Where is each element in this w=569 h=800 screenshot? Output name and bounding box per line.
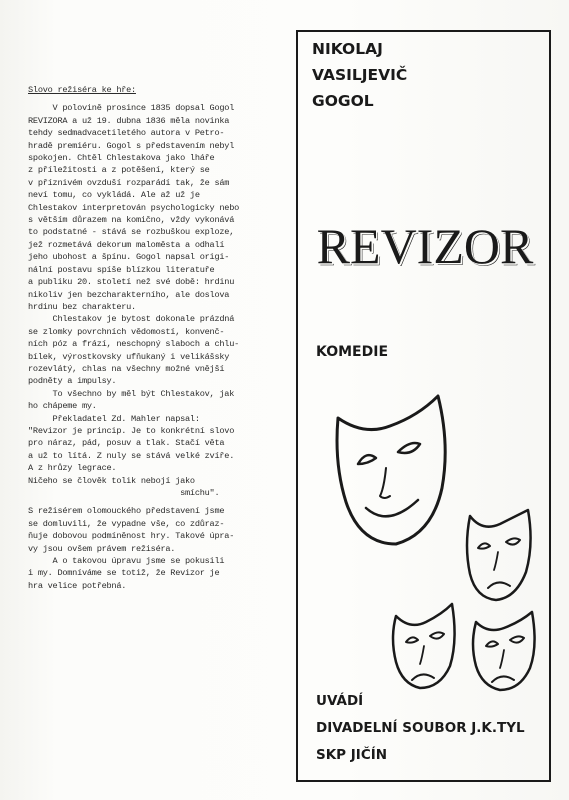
text-line: vy jsou ovšem právem režiséra. (28, 543, 176, 554)
text-line: i my. Domníváme se totiž, že Revizor je (28, 568, 220, 579)
presenter-credits (316, 688, 525, 769)
paragraph-3 (28, 388, 278, 413)
smiling-mask-icon (337, 396, 445, 544)
text-line: Chlestakov je bytost dokonale prázdná (28, 314, 235, 325)
text-line: neví tomu, co vykládá. Ale až už je (28, 190, 200, 201)
text-line: jeho ubohost a špínu. Gogol napsal origi- (28, 252, 230, 263)
author-name (312, 36, 407, 114)
genre-label: KOMEDIE (316, 344, 389, 360)
text-line: se zlomky povrchních vědomostí, konvenč- (28, 326, 225, 337)
text-line: smíchu". (28, 488, 220, 498)
text-line: v příznivém ovzduší rozparádí tak, že sám (28, 177, 230, 188)
text-line: podněty a impulsy. (28, 376, 117, 387)
author-surname: GOGOL (312, 92, 374, 110)
sad-mask-icon (467, 510, 531, 600)
director-note-heading: Slovo režiséra ke hře: (28, 85, 136, 95)
author-patronymic: VASILJEVIČ (312, 66, 408, 84)
text-line: ňuje dobovou podmíněnost hry. Takové úpra- (28, 531, 235, 542)
text-line: nální postavu spíše blízkou literatuře (28, 264, 215, 275)
text-line: nikoliv jen bezcharakterního, ale doslova (28, 289, 230, 300)
theatre-company-name: DIVADELNÍ SOUBOR J.K.TYL (316, 720, 525, 736)
sad-mask-icon (393, 604, 455, 688)
text-line: S režisérem olomouckého představení jsme (28, 506, 225, 517)
sad-mask-icon (473, 612, 535, 690)
paragraph-4-quote (28, 413, 278, 500)
text-line: hra velice potřebná. (28, 580, 127, 591)
text-line: "Revizor je princip. Je to konkrétní slovo (28, 425, 235, 436)
author-first-name: NIKOLAJ (312, 40, 383, 58)
text-line: hradě premiéru. Gogol s představením nebyl (28, 140, 235, 151)
text-line: z příležitosti a z potěšení, který se (28, 165, 210, 176)
text-line: A o takovou úpravu jsme se pokusili (28, 556, 225, 567)
text-line: s větším důrazem na komično, vždy vykonává (28, 215, 235, 226)
director-note (28, 84, 278, 592)
text-line: a už to lítá. Z nuly se stává velké zvíře. (28, 450, 235, 461)
paragraph-5 (28, 505, 278, 555)
presents-label: UVÁDÍ (316, 693, 364, 709)
text-line: jež rozmetává dekorum maloměsta a odhalí (28, 239, 225, 250)
paragraph-1 (28, 102, 278, 313)
text-line: ho chápeme my. (28, 401, 97, 412)
text-line: to podstatné - stává se rozbuškou exploze, (28, 227, 235, 238)
text-line: To všechno by měl být Chlestakov, jak (28, 388, 235, 399)
paragraph-6 (28, 555, 278, 592)
text-line: REVIZORA a už 19. dubna 1836 měla novinka (28, 115, 230, 126)
text-line: Chlestakov interpretován psychologicky nebo (28, 202, 240, 213)
text-line: spokojen. Chtěl Chlestakova jako lháře (28, 153, 215, 164)
text-line: Ničeho se člověk tolik nebojí jako (28, 475, 195, 486)
text-line: bílek, výrostkovsky ufňukaný i velikášsky (28, 351, 230, 362)
play-title: REVIZOR (316, 218, 534, 274)
text-line: a publiku 20. století než své době: hrdinu (28, 277, 235, 288)
text-line: A z hrůzy legrace. (28, 463, 117, 474)
text-line: ních póz a frází, neschopný slaboch a chlu- (28, 339, 240, 350)
organization-location: SKP JIČÍN (316, 747, 388, 763)
text-line: tehdy sedmadvacetiletého autora v Petro- (28, 128, 225, 139)
text-line: rozevlátý, chlas na všechny možné vnější (28, 363, 225, 374)
poster-frame (296, 30, 551, 782)
paragraph-2 (28, 313, 278, 387)
text-line: V polovině prosince 1835 dopsal Gogol (28, 103, 235, 114)
text-line: Překladatel Zd. Mahler napsal: (28, 413, 200, 424)
theatre-masks-illustration (326, 384, 544, 692)
text-line: pro náraz, pád, posuv a tlak. Stačí věta (28, 438, 225, 449)
text-line: hrdinu bez charakteru. (28, 301, 136, 312)
text-line: se domluvili, že vypadne vše, co zdůraz- (28, 518, 225, 529)
